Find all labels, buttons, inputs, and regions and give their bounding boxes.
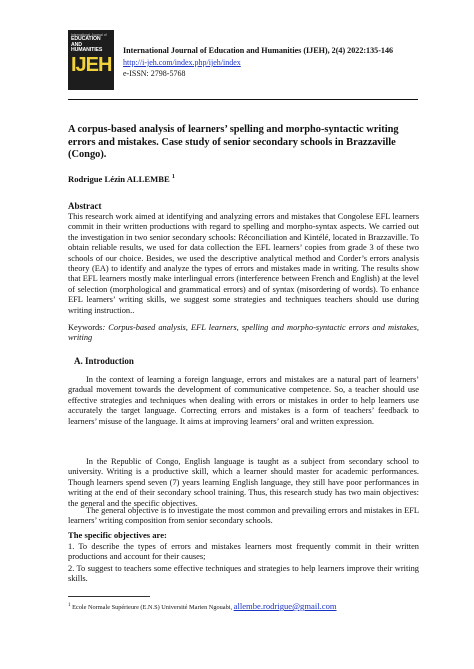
intro-paragraph: In the context of learning a foreign language, errors and mistakes are a natural part of learners’ gradual movement towards the development of communicative competence. So, a teacher should use effective strategies and techniques when dealing with errors or mistakes in order to help learners use accurately the target language. Correcting errors and mistakes is a form of teachers’ feedback to learners’ misuse of the language. It aims at improving learners’ oral and written expression. <box>68 375 419 426</box>
journal-cover-thumbnail <box>68 30 114 90</box>
cover-line2: EDUCATION AND <box>71 36 101 48</box>
objectives-heading: The specific objectives are: <box>68 530 167 540</box>
footnote-affiliation: Ecole Normale Supérieure (E.N.S) Université Marien Ngouabi, <box>70 604 234 611</box>
objective-item: 2. To suggest to teachers some effective techniques and strategies to help learners improve their writing skills. <box>68 564 419 584</box>
keywords <box>68 323 419 344</box>
introduction-heading: A. Introduction <box>74 356 134 366</box>
author-line <box>68 174 175 184</box>
intro-paragraph: The general objective is to investigate the most common and prevailing errors and mistakes in EFL learners’ writing composition from senior secondary schools. <box>68 506 419 526</box>
article-title: A corpus-based analysis of learners’ spelling and morpho-syntactic writing errors and mistakes. Case study of senior secondary schools in Brazzaville (Congo). <box>68 124 399 160</box>
objective-item: 1. To describe the types of errors and mistakes learners most frequently commit in their written productions and account for their causes; <box>68 542 419 562</box>
journal-url-link[interactable]: http://i-jeh.com/index.php/ijeh/index <box>123 58 241 67</box>
author-name: Rodrigue Lézin ALLEMBE <box>68 174 170 184</box>
footnote-mark: 1 <box>68 602 71 608</box>
footnote-email-link[interactable]: allembe.rodrigue@gmail.com <box>233 601 337 611</box>
abstract-heading: Abstract <box>68 201 102 211</box>
journal-issn: e-ISSN: 2798-5768 <box>123 69 186 78</box>
footnote-divider <box>68 596 150 597</box>
keywords-label: Keywords <box>68 323 103 332</box>
keywords-list: : Corpus-based analysis, EFL learners, spelling and morpho-syntactic errors and mistakes, writing <box>68 323 419 343</box>
cover-line1: International Journal of <box>71 33 107 37</box>
footnote <box>68 601 337 611</box>
journal-title: International Journal of Education and Humanities (IJEH), 2(4) 2022:135-146 <box>123 46 394 55</box>
header-divider <box>68 99 418 100</box>
cover-line3: HUMANITIES <box>71 47 103 54</box>
cover-acronym: IJEH <box>71 53 112 76</box>
intro-paragraph: In the Republic of Congo, English language is taught as a subject from secondary school to university. Writing is a productive skill, which a learner should master for academic performances. Though learners spend seven (7) years learning English language, they still have poor performances in writing at the end of their secondary school training. Thus, this research study has two main objectives: the general and the specific objectives. <box>68 457 419 508</box>
author-footnote-mark: 1 <box>171 174 175 181</box>
abstract-text: This research work aimed at identifying and analyzing errors and mistakes that Congolese EFL learners commit in their written productions with regard to spelling and morpho-syntax aspects. We carried out the investigation in two senior secondary schools: Réconciliation and Kintélé, located in Brazzaville. To obtain reliable results, we used for data collection the EFL learners’ copies from grade 3 of these two schools of our choice. Besides, we used the descriptive analytical method and Corder’s errors analysis theory (EA) to identify and analyze the types of errors and mistakes made in writing. The results show that EFL learners mostly make interlingual errors (interference between French and English) at the level of selection (morphological and grammatical errors) and of syntax (misordering of words). To enhance EFL learners’ writing skills, we suggest some strategies and techniques teachers should use during writing instruction.. <box>68 212 419 315</box>
